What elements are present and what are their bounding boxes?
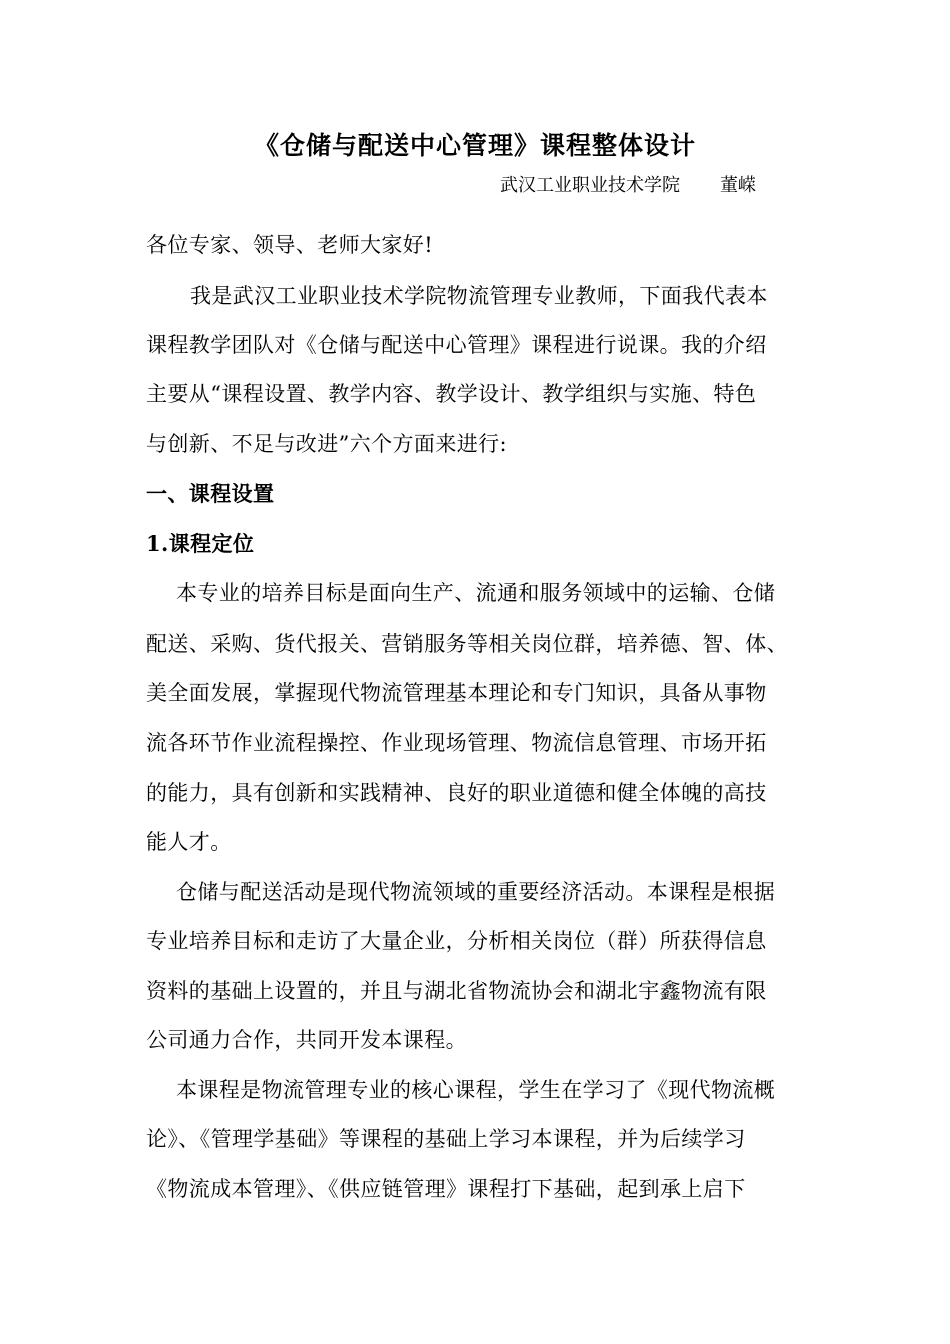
greeting: 各位专家、领导、老师大家好! xyxy=(146,233,434,257)
paragraph-line: 配送、采购、货代报关、营销服务等相关岗位群，培养德、智、体、 xyxy=(146,632,788,656)
paragraph-line: 《物流成本管理》、《供应链管理》课程打下基础，起到承上启下 xyxy=(146,1177,746,1201)
institution-name: 武汉工业职业技术学院 xyxy=(500,175,680,196)
intro-line: 我是武汉工业职业技术学院物流管理专业教师，下面我代表本 xyxy=(190,284,768,308)
section-heading: 一、课程设置 xyxy=(146,481,275,506)
paragraph-line: 专业培养目标和走访了大量企业，分析相关岗位（群）所获得信息 xyxy=(146,929,767,953)
paragraph-line: 论》、《管理学基础》等课程的基础上学习本课程，并为后续学习 xyxy=(146,1127,746,1151)
intro-line: 主要从“课程设置、教学内容、教学设计、教学组织与实施、特色 xyxy=(146,382,757,406)
paragraph-line: 本课程是物流管理专业的核心课程，学生在学习了《现代物流概 xyxy=(176,1078,776,1102)
paragraph-line: 仓储与配送活动是现代物流领域的重要经济活动。本课程是根据 xyxy=(176,880,776,904)
author-name: 董嵘 xyxy=(720,175,756,196)
paragraph-line: 本专业的培养目标是面向生产、流通和服务领域中的运输、仓储 xyxy=(176,581,776,605)
document-title: 《仓储与配送中心管理》课程整体设计 xyxy=(253,131,696,160)
paragraph-line: 能人才。 xyxy=(146,830,232,854)
paragraph-line: 美全面发展，掌握现代物流管理基本理论和专门知识，具备从事物 xyxy=(146,681,767,705)
paragraph-line: 流各环节作业流程操控、作业现场管理、物流信息管理、市场开拓 xyxy=(146,731,767,755)
paragraph-line: 资料的基础上设置的，并且与湖北省物流协会和湖北宇鑫物流有限 xyxy=(146,979,767,1003)
author-line xyxy=(500,172,810,200)
paragraph-line: 公司通力合作，共同开发本课程。 xyxy=(146,1028,467,1052)
intro-line: 课程教学团队对《仓储与配送中心管理》课程进行说课。我的介绍 xyxy=(146,333,767,357)
paragraph-line: 的能力，具有创新和实践精神、良好的职业道德和健全体魄的高技 xyxy=(146,781,767,805)
intro-line: 与创新、不足与改进”六个方面来进行: xyxy=(146,432,508,456)
subsection-heading: 1.课程定位 xyxy=(146,531,255,556)
